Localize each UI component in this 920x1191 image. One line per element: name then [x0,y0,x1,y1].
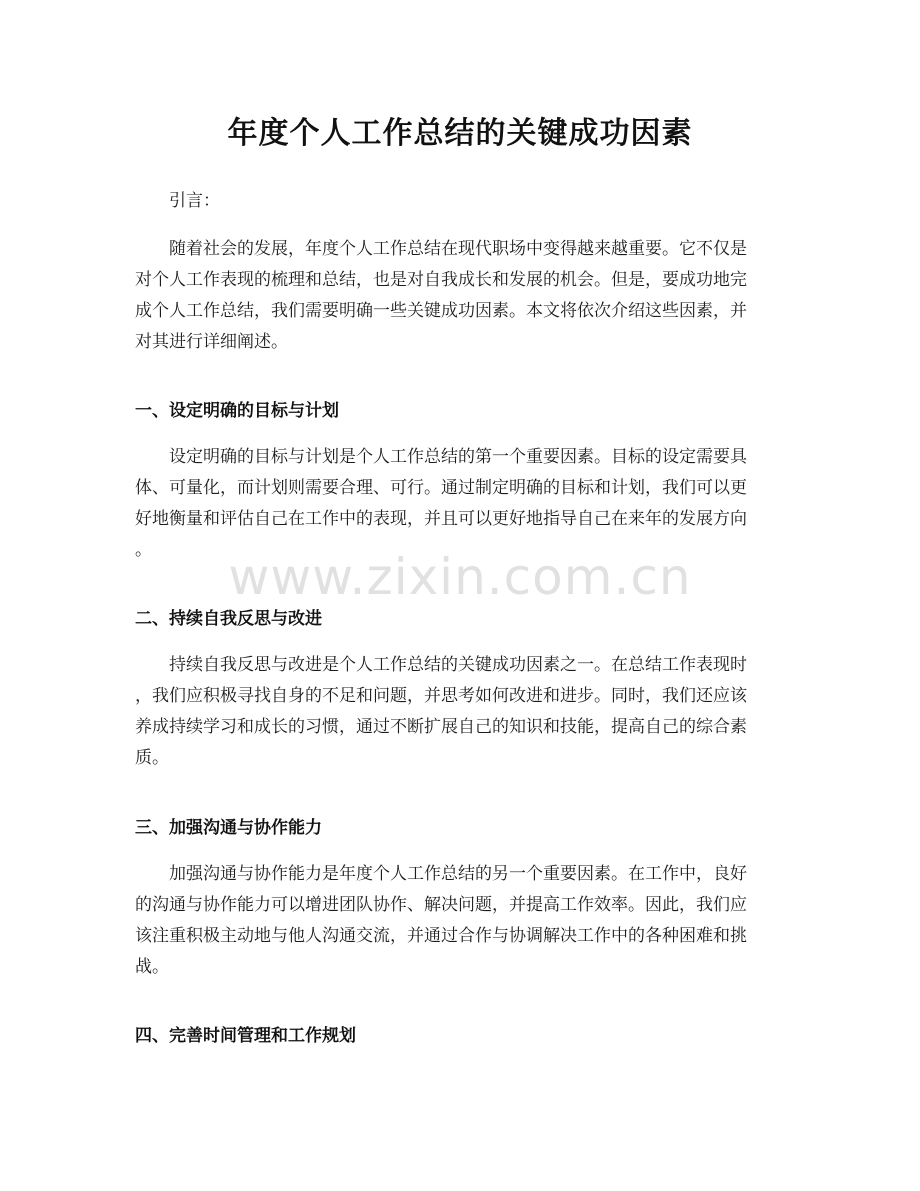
paragraph-line: 好地衡量和评估自己在工作中的表现，并且可以更好地指导自己在来年的发展方向 [135,509,747,529]
document-title: 年度个人工作总结的关键成功因素 [227,116,693,151]
watermark: www.zixin.com.cn [228,548,692,606]
paragraph-line: 养成持续学习和成长的习惯，通过不断扩展自己的知识和技能，提高自己的综合素 [135,717,747,737]
paragraph-line: 加强沟通与协作能力是年度个人工作总结的另一个重要因素。在工作中，良好 [169,864,747,884]
intro-line: 对个人工作表现的梳理和总结，也是对自我成长和发展的机会。但是，要成功地完 [135,270,747,290]
paragraph-line: 质。 [135,748,169,768]
section-heading-3: 三、加强沟通与协作能力 [135,818,322,838]
section-paragraph-3 [135,859,785,983]
paragraph-line: 。 [135,540,152,560]
paragraph-line: 持续自我反思与改进是个人工作总结的关键成功因素之一。在总结工作表现时 [169,655,747,675]
paragraph-line: 该注重积极主动地与他人沟通交流，并通过合作与协调解决工作中的各种困难和挑 [135,926,747,946]
intro-paragraph [135,234,785,358]
section-paragraph-1 [135,442,785,566]
paragraph-line: 战。 [135,957,169,977]
paragraph-line: 的沟通与协作能力可以增进团队协作、解决问题，并提高工作效率。因此，我们应 [135,895,747,915]
paragraph-line: 体、可量化，而计划则需要合理、可行。通过制定明确的目标和计划，我们可以更 [135,478,747,498]
intro-line: 对其进行详细阐述。 [135,332,288,352]
intro-label-paragraph [135,186,785,217]
intro-line: 成个人工作总结，我们需要明确一些关键成功因素。本文将依次介绍这些因素，并 [135,301,747,321]
section-heading-1: 一、设定明确的目标与计划 [135,401,339,421]
section-heading-2: 二、持续自我反思与改进 [135,609,322,629]
paragraph-line: ，我们应积极寻找自身的不足和问题，并思考如何改进和进步。同时，我们还应该 [135,686,747,706]
intro-line: 随着社会的发展，年度个人工作总结在现代职场中变得越来越重要。它不仅是 [169,239,747,259]
section-heading-4: 四、完善时间管理和工作规划 [135,1026,356,1046]
section-paragraph-2 [135,650,785,774]
intro-label: 引言： [169,191,220,211]
paragraph-line: 设定明确的目标与计划是个人工作总结的第一个重要因素。目标的设定需要具 [169,447,747,467]
